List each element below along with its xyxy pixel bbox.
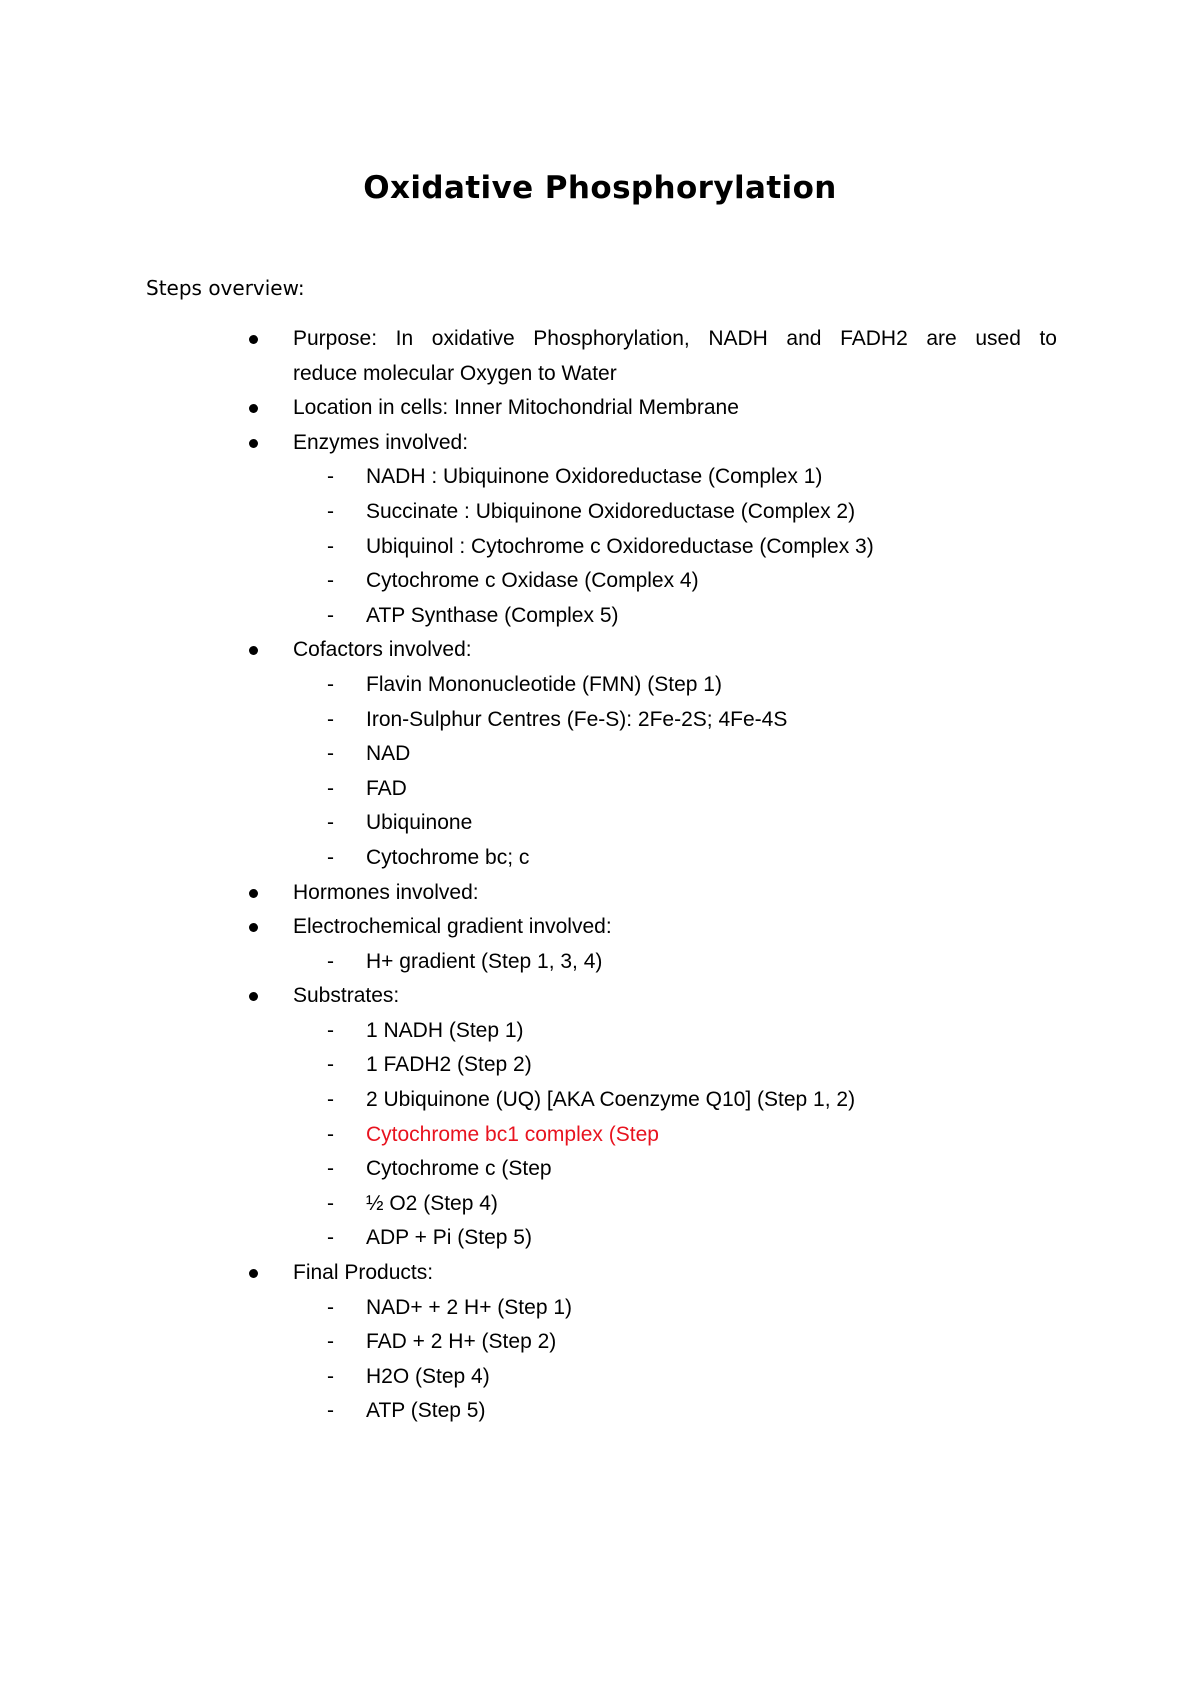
list-item [0, 979, 1200, 1014]
sub-item [0, 1394, 1200, 1429]
sub-item-text: Cytochrome c (Step [366, 1157, 552, 1181]
sub-item-text: ATP Synthase (Complex 5) [366, 603, 619, 627]
section-label: Hormones involved: [293, 880, 479, 904]
list-item-continuation [0, 357, 1200, 392]
dash-marker: - [327, 534, 334, 558]
dash-marker: - [327, 569, 334, 593]
sub-item-text: NAD+ + 2 H+ (Step 1) [366, 1295, 573, 1319]
list-item [0, 1256, 1200, 1291]
intro-label: Steps overview: [146, 276, 305, 300]
section-label: Cofactors involved: [293, 638, 472, 662]
sub-item-text: NAD [366, 742, 411, 766]
list-item [0, 391, 1200, 426]
list-item [0, 876, 1200, 911]
sub-item [0, 599, 1200, 634]
sub-item-text: NADH : Ubiquinone Oxidoreductase (Complex 1) [366, 465, 823, 489]
bullet-icon [249, 889, 258, 898]
bullet-icon [249, 992, 258, 1001]
sub-item [0, 1152, 1200, 1187]
sub-item-text: 1 FADH2 (Step 2) [366, 1053, 532, 1077]
list-item [0, 633, 1200, 668]
sub-item-text: Cytochrome c Oxidase (Complex 4) [366, 569, 699, 593]
section-label: Location in cells: Inner Mitochondrial Membrane [293, 396, 739, 420]
dash-marker: - [327, 1191, 334, 1215]
steps-list [0, 322, 1200, 1429]
sub-item [0, 530, 1200, 565]
dash-marker: - [327, 1088, 334, 1112]
sub-item-text: Iron-Sulphur Centres (Fe-S): 2Fe-2S; 4Fe-4S [366, 707, 788, 731]
sub-item-text: Flavin Mononucleotide (FMN) (Step 1) [366, 672, 722, 696]
dash-marker: - [327, 1157, 334, 1181]
section-label: Enzymes involved: [293, 430, 469, 454]
sub-item-text: 2 Ubiquinone (UQ) [AKA Coenzyme Q10] (Step 1, 2) [366, 1088, 856, 1112]
dash-marker: - [327, 707, 334, 731]
section-label: Substrates: [293, 984, 400, 1008]
dash-marker: - [327, 465, 334, 489]
sub-item [0, 945, 1200, 980]
sub-item [0, 1325, 1200, 1360]
sub-item-text-highlighted: Cytochrome bc1 complex (Step [366, 1122, 659, 1146]
sub-item-highlighted [0, 1118, 1200, 1153]
dash-marker: - [327, 1330, 334, 1354]
sub-item [0, 564, 1200, 599]
list-item [0, 426, 1200, 461]
sub-item-text: FAD + 2 H+ (Step 2) [366, 1330, 557, 1354]
sub-item [0, 772, 1200, 807]
dash-marker: - [327, 1364, 334, 1388]
dash-marker: - [327, 1399, 334, 1423]
list-item [0, 910, 1200, 945]
dash-marker: - [327, 1018, 334, 1042]
dash-marker: - [327, 811, 334, 835]
bullet-icon [249, 404, 258, 413]
sub-item [0, 460, 1200, 495]
list-item [0, 322, 1200, 357]
sub-item-text: ATP (Step 5) [366, 1399, 486, 1423]
dash-marker: - [327, 1122, 334, 1146]
section-label: Purpose: In oxidative Phosphorylation, NADH and FADH2 are used to [293, 327, 1057, 350]
sub-item [0, 737, 1200, 772]
sub-item [0, 495, 1200, 530]
dash-marker: - [327, 1226, 334, 1250]
sub-item [0, 1048, 1200, 1083]
dash-marker: - [327, 1295, 334, 1319]
dash-marker: - [327, 1053, 334, 1077]
dash-marker: - [327, 742, 334, 766]
page-title: Oxidative Phosphorylation [363, 170, 837, 206]
sub-item-text: FAD [366, 776, 407, 800]
sub-item-text: 1 NADH (Step 1) [366, 1018, 524, 1042]
sub-item [0, 1014, 1200, 1049]
sub-item [0, 1360, 1200, 1395]
sub-item-text: ADP + Pi (Step 5) [366, 1226, 532, 1250]
bullet-icon [249, 439, 258, 448]
bullet-icon [249, 923, 258, 932]
section-label: Electrochemical gradient involved: [293, 915, 612, 939]
section-label: Final Products: [293, 1261, 434, 1285]
sub-item [0, 703, 1200, 738]
dash-marker: - [327, 776, 334, 800]
sub-item-text: ½ O2 (Step 4) [366, 1191, 498, 1215]
sub-item-text: Ubiquinol : Cytochrome c Oxidoreductase (Complex 3) [366, 534, 874, 558]
sub-item-text: Succinate : Ubiquinone Oxidoreductase (Complex 2) [366, 499, 856, 523]
sub-item-text: H2O (Step 4) [366, 1364, 490, 1388]
sub-item-text: Ubiquinone [366, 811, 473, 835]
sub-item [0, 1187, 1200, 1222]
bullet-icon [249, 335, 258, 344]
sub-item [0, 806, 1200, 841]
sub-item [0, 1291, 1200, 1326]
sub-item-text: H+ gradient (Step 1, 3, 4) [366, 949, 603, 973]
bullet-icon [249, 646, 258, 655]
sub-item [0, 841, 1200, 876]
sub-item [0, 1221, 1200, 1256]
section-continuation: reduce molecular Oxygen to Water [293, 361, 617, 385]
dash-marker: - [327, 672, 334, 696]
dash-marker: - [327, 603, 334, 627]
dash-marker: - [327, 845, 334, 869]
dash-marker: - [327, 949, 334, 973]
dash-marker: - [327, 499, 334, 523]
sub-item-text: Cytochrome bc; c [366, 845, 530, 869]
bullet-icon [249, 1269, 258, 1278]
sub-item [0, 668, 1200, 703]
sub-item [0, 1083, 1200, 1118]
